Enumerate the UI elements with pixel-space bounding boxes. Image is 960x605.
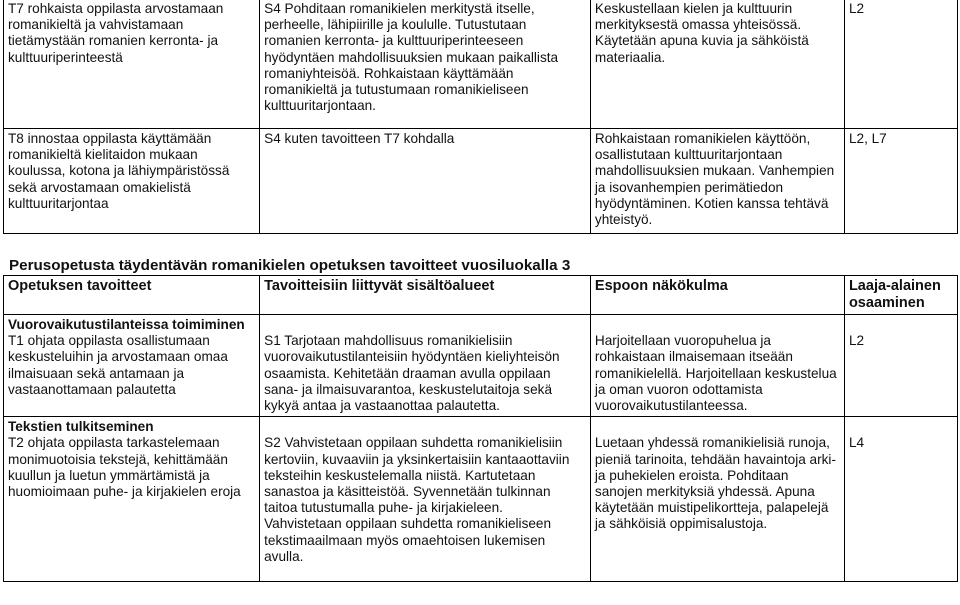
table-row bbox=[4, 0, 958, 129]
content-cell bbox=[260, 315, 591, 417]
espoo-text: Luetaan yhdessä romanikielisiä runoja, pieniä tarinoita, tehdään havaintoja arki- ja puhekielen eroista. Pohditaan sanojen merkityksiä yhdessä. Apuna käytetään muistipelikortteja, palapelejä ja sähköisiä oppimisalustoja. bbox=[594, 435, 836, 532]
table-header-row bbox=[4, 276, 958, 315]
section-heading: Tekstien tulkitseminen bbox=[8, 419, 154, 435]
espoo-cell bbox=[590, 315, 844, 417]
section-heading-spacer bbox=[595, 419, 838, 435]
section-heading: Vuorovaikutustilanteissa toimiminen bbox=[8, 317, 245, 332]
content-text: S2 Vahvistetaan oppilaan suhdetta romanikielisiin kertoviin, kuvaaviin ja yksinkertaisiin kantaaottaviin teksteihin keskustelemalla niistä. Kartutetaan sanastoa ja käsitteistöä. Syvennetään tulkinnan taitoa tutustumalla puhe- ja kirjakieleen. Vahvistetaan oppilaan suhdetta romanikieliseen tekstimaailmaan myös omaehtoisen lukemisen avulla. bbox=[264, 435, 570, 564]
top-curriculum-table bbox=[3, 0, 958, 234]
goal-cell bbox=[4, 315, 260, 417]
section-heading-spacer bbox=[264, 317, 584, 333]
header-laaja: Laaja-alainen osaaminen bbox=[844, 276, 957, 315]
content-text: S1 Tarjotaan mahdollisuus romanikielisiin vuorovaikutustilanteisiin hyödyntäen kieliyhteisön osaamista. Kehitetään draaman avulla oppilaan sana- ja ilmaisuvarantoa, keskustelutaitoja sekä kykyä antaa ja vastaanottaa palautetta. bbox=[264, 333, 560, 414]
goal-cell: T7 rohkaista oppilasta arvostamaan romanikieltä ja vahvistamaan tietämystään romanien kerronta- ja kulttuuriperinteestä bbox=[4, 0, 260, 129]
table-row bbox=[4, 129, 958, 234]
section-heading-spacer bbox=[264, 419, 584, 435]
content-cell: S4 kuten tavoitteen T7 kohdalla bbox=[260, 129, 591, 234]
laaja-cell bbox=[844, 417, 957, 582]
table-row bbox=[4, 417, 958, 582]
espoo-cell bbox=[590, 417, 844, 582]
espoo-cell: Keskustellaan kielen ja kulttuurin merkityksestä omassa yhteisössä. Käytetään apuna kuvia ja sähköistä materiaalia. bbox=[590, 0, 844, 129]
header-espoo: Espoon näkökulma bbox=[590, 276, 844, 315]
goal-cell: T8 innostaa oppilasta käyttämään romanikieltä kielitaidon mukaan koulussa, kotona ja lähiympäristössä sekä arvostamaan omakielistä kulttuuritarjontaa bbox=[4, 129, 260, 234]
content-cell bbox=[260, 417, 591, 582]
goal-text: T2 ohjata oppilasta tarkastelemaan monimuotoisia tekstejä, kehittämään kuullun ja luetun ymmärtämistä ja huomioimaan puhe- ja kirjakielen eroja bbox=[8, 435, 241, 500]
goal-text: T1 ohjata oppilasta osallistumaan keskusteluihin ja arvostamaan omaa ilmaisuaan sekä antamaan ja vastaanottamaan palautetta bbox=[8, 333, 228, 397]
laaja-cell: L2 bbox=[844, 0, 957, 129]
header-goal: Opetuksen tavoitteet bbox=[4, 276, 260, 315]
grade3-curriculum-table bbox=[3, 275, 958, 582]
section-heading-spacer bbox=[849, 317, 951, 333]
goal-cell bbox=[4, 417, 260, 582]
laaja-cell bbox=[844, 315, 957, 417]
laaja-text: L2 bbox=[848, 333, 865, 349]
content-cell: S4 Pohditaan romanikielen merkitystä itselle, perheelle, lähipiirille ja koululle. Tutustutaan romanien kerronta- ja kulttuuriperinteeseen hyödyntäen mahdollisuuksien mukaan paikallista romaniyhteisöä. Rohkaistaan käyttämään romanikieltä ja tutustumaan romanikieliseen kulttuuritarjontaan. bbox=[260, 0, 591, 129]
section-title: Perusopetusta täydentävän romanikielen opetuksen tavoitteet vuosiluokalla 3 bbox=[9, 257, 571, 274]
laaja-text: L4 bbox=[848, 435, 865, 451]
table-row bbox=[4, 315, 958, 417]
laaja-cell: L2, L7 bbox=[844, 129, 957, 234]
espoo-cell: Rohkaistaan romanikielen käyttöön, osallistutaan kulttuuritarjontaan mahdollisuuksien mukaan. Vanhempien ja isovanhempien perimätiedon hyödyntäminen. Kotien kanssa tehtävä yhteistyö. bbox=[590, 129, 844, 234]
header-content: Tavoitteisiin liittyvät sisältöalueet bbox=[260, 276, 591, 315]
section-heading-spacer bbox=[849, 419, 951, 435]
section-heading-spacer bbox=[595, 317, 838, 333]
espoo-text: Harjoitellaan vuoropuhelua ja rohkaistaan ilmaisemaan itseään romanikielellä. Harjoitellaan keskustelua ja oman vuoron odottamista vuorovaikutustilanteessa. bbox=[594, 333, 837, 414]
